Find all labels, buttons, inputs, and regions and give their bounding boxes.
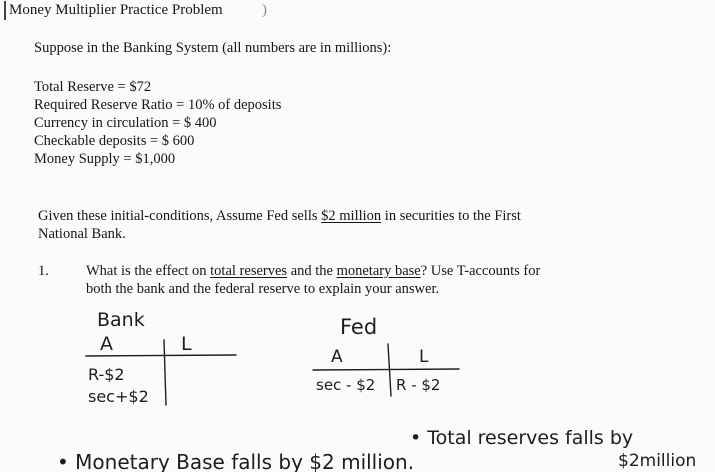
bank-asset-header: A [100,333,113,355]
given-text-end: in securities to the First [381,208,521,224]
fact-total-reserve: Total Reserve = $72 [34,79,152,95]
note-total-reserves-line-2: $2million [618,451,697,471]
fed-asset-header: A [331,347,343,367]
title-bracket-mark: ) [262,2,267,18]
bank-asset-securities: sec+$2 [88,387,149,406]
bank-liability-header: L [181,333,192,355]
fed-liability-header: L [419,347,429,367]
question-text-end: ? Use T-accounts for [420,263,541,279]
intro-text: Suppose in the Banking System (all numbers are in millions): [34,40,392,56]
fed-liability-entry: R - $2 [396,376,441,394]
fed-title: Fed [340,315,378,339]
question-total-reserves-underlined: total reserves [210,263,288,279]
page-title: Money Multiplier Practice Problem [4,1,226,20]
fed-asset-entry: sec - $2 [316,376,376,394]
fact-required-reserve-ratio: Required Reserve Ratio = 10% of deposits [34,97,282,113]
note-monetary-base: • Monetary Base falls by $2 million. [57,450,415,472]
bank-t-vertical-line [164,340,166,405]
question-text-start: What is the effect on [86,263,211,279]
question-number: 1. [38,263,49,279]
fact-checkable-deposits: Checkable deposits = $ 600 [34,133,195,149]
given-text-start: Given these initial-conditions, Assume Fed sells [38,208,322,224]
question-monetary-base-underlined: monetary base [336,263,421,279]
bank-t-horizontal-line [86,355,236,356]
question-text-mid: and the [287,263,337,279]
question-line-2: both the bank and the federal reserve to explain your answer. [86,281,440,297]
fed-t-horizontal-line [313,369,459,370]
fact-money-supply: Money Supply = $1,000 [34,151,176,167]
bank-title: Bank [97,309,145,331]
given-amount-underlined: $2 million [321,208,382,224]
given-line-2: National Bank. [38,226,126,242]
fact-currency-in-circulation: Currency in circulation = $ 400 [34,115,217,131]
note-total-reserves-line-1: • Total reserves falls by [410,427,634,449]
bank-asset-reserves: R-$2 [88,365,125,384]
